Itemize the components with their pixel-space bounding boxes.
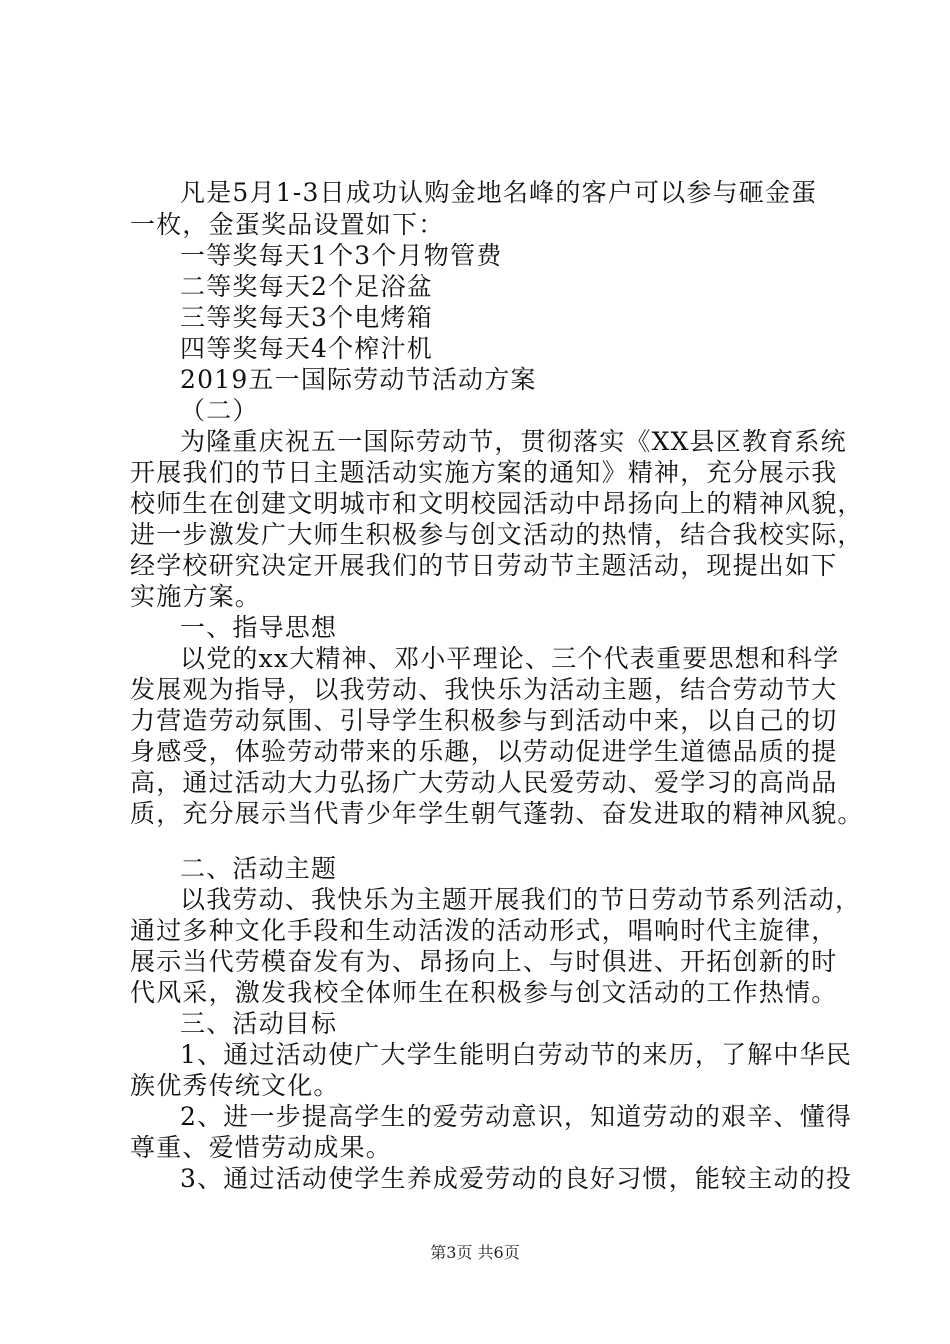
text-line: 一等奖每天1个3个月物管费 (180, 241, 503, 270)
text-line: 四等奖每天4个榨汁机 (180, 334, 433, 363)
text-line: 尊重、爱惜劳动成果。 (130, 1133, 393, 1162)
text-line: 三等奖每天3个电烤箱 (180, 303, 433, 332)
text-line: 实施方案。 (130, 582, 262, 611)
section-heading: 2019五一国际劳动节活动方案 (180, 365, 537, 394)
text-line: 质，充分展示当代青少年学生朝气蓬勃、奋发进取的精神风貌。 (130, 799, 864, 828)
text-line: 以我劳动、我快乐为主题开展我们的节日劳动节系列活动， (180, 885, 862, 914)
text-line: 2、进一步提高学生的爱劳动意识，知道劳动的艰辛、懂得 (180, 1102, 853, 1131)
text-line: 二等奖每天2个足浴盆 (180, 272, 433, 301)
text-line: 经学校研究决定开展我们的节日劳动节主题活动，现提出如下 (130, 551, 838, 580)
text-line: 通过多种文化手段和生动活泼的活动形式，唱响时代主旋律， (130, 916, 838, 945)
section-heading: 二、活动主题 (180, 854, 338, 883)
text-line: 高，通过活动大力弘扬广大劳动人民爱劳动、爱学习的高尚品 (130, 768, 838, 797)
text-line: 发展观为指导，以我劳动、我快乐为活动主题，结合劳动节大 (130, 675, 838, 704)
text-line: 校师生在创建文明城市和文明校园活动中昂扬向上的精神风貌， (130, 489, 864, 518)
text-line: 代风采，激发我校全体师生在积极参与创文活动的工作热情。 (130, 978, 838, 1007)
text-line: 3、通过活动使学生养成爱劳动的良好习惯，能较主动的投 (180, 1164, 853, 1193)
section-subheading: （二） (180, 396, 259, 425)
text-line: 1、通过活动使广大学生能明白劳动节的来历，了解中华民 (180, 1040, 853, 1069)
page-number-footer: 第3页 共6页 (430, 1243, 520, 1262)
text-line: 展示当代劳模奋发有为、昂扬向上、与时俱进、开拓创新的时 (130, 947, 838, 976)
section-heading: 一、指导思想 (180, 613, 338, 642)
text-line: 进一步激发广大师生积极参与创文活动的热情，结合我校实际， (130, 520, 864, 549)
text-line: 开展我们的节日主题活动实施方案的通知》精神，充分展示我 (130, 458, 838, 487)
text-line: 一枚，金蛋奖品设置如下： (130, 210, 445, 239)
text-line: 以党的xx大精神、邓小平理论、三个代表重要思想和科学 (180, 644, 840, 673)
text-line: 凡是5月1-3日成功认购金地名峰的客户可以参与砸金蛋 (180, 178, 818, 207)
text-line: 身感受，体验劳动带来的乐趣，以劳动促进学生道德品质的提 (130, 737, 838, 766)
text-line: 力营造劳动氛围、引导学生积极参与到活动中来，以自己的切 (130, 706, 838, 735)
text-line: 为隆重庆祝五一国际劳动节，贯彻落实《XX县区教育系统 (180, 427, 847, 456)
text-line: 族优秀传统文化。 (130, 1071, 340, 1100)
section-heading: 三、活动目标 (180, 1009, 338, 1038)
